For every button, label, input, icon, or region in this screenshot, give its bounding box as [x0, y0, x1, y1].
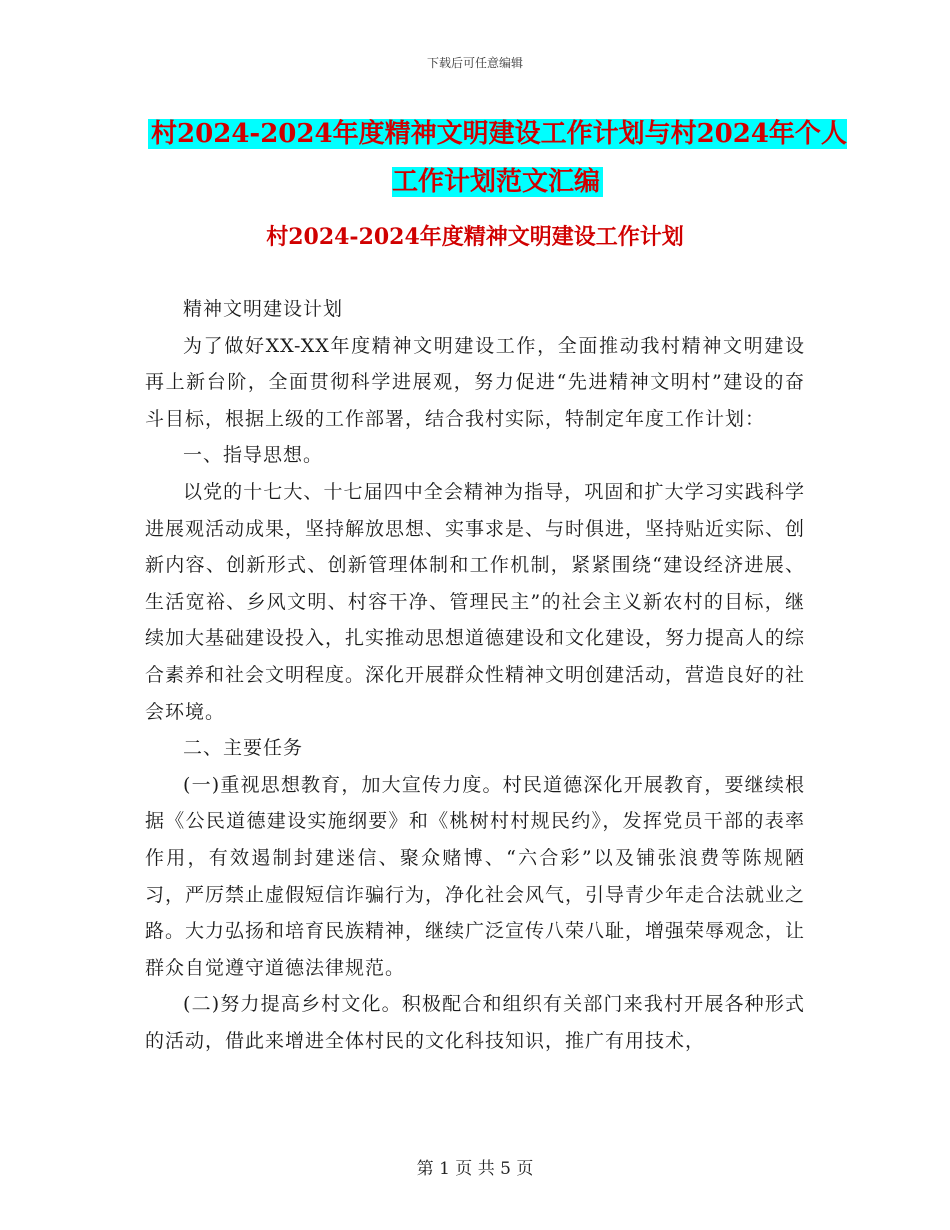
- page-footer: 第 1 页 共 5 页: [416, 1159, 534, 1179]
- paragraph: (二)努力提高乡村文化。积极配合和组织有关部门来我村开展各种形式的活动，借此来增进全体村民的文化科技知识，推广有用技术，: [145, 993, 805, 1052]
- paragraph: 以党的十七大、十七届四中全会精神为指导，巩固和扩大学习实践科学进展观活动成果，坚持解放思想、实事求是、与时俱进，坚持贴近实际、创新内容、创新形式、创新管理体制和工作机制，紧紧围绕“建设经济进展、生活宽裕、乡风文明、村容干净、管理民主”的社会主义新农村的目标，继续加大基础建设投入，扎实推动思想道德建设和文化建设，努力提高人的综合素养和社会文明程度。深化开展群众性精神文明创建活动，营造良好的社会环境。: [145, 480, 806, 723]
- header-note: 下载后可任意编辑: [426, 56, 523, 70]
- document-title: [145, 110, 850, 206]
- document-title-text: 村2024-2024年度精神文明建设工作计划与村2024年个人工作计划范文汇编: [148, 119, 847, 197]
- paragraph: 精神文明建设计划: [183, 298, 344, 320]
- paragraph: 一、指导思想。: [183, 444, 324, 467]
- body-text: [145, 291, 805, 1059]
- paragraph: (一)重视思想教育，加大宣传力度。村民道德深化开展教育，要继续根据《公民道德建设实施纲要》和《桃树村村规民约》，发挥党员干部的表率作用，有效遏制封建迷信、聚众赌博、“六合彩”以及铺张浪费等陈规陋习，严厉禁止虚假短信诈骗行为，净化社会风气，引导青少年走合法就业之路。大力弘扬和培育民族精神，继续广泛宣传八荣八耻，增强荣辱观念，让群众自觉遵守道德法律规范。: [145, 773, 806, 979]
- paragraph: 二、主要任务: [183, 737, 304, 760]
- section-title: 村2024-2024年度精神文明建设工作计划: [266, 224, 684, 250]
- paragraph: 为了做好XX-XX年度精神文明建设工作，全面推动我村精神文明建设再上新台阶，全面贯彻科学进展观，努力促进“先进精神文明村”建设的奋斗目标，根据上级的工作部署，结合我村实际，特制定年度工作计划：: [145, 334, 805, 430]
